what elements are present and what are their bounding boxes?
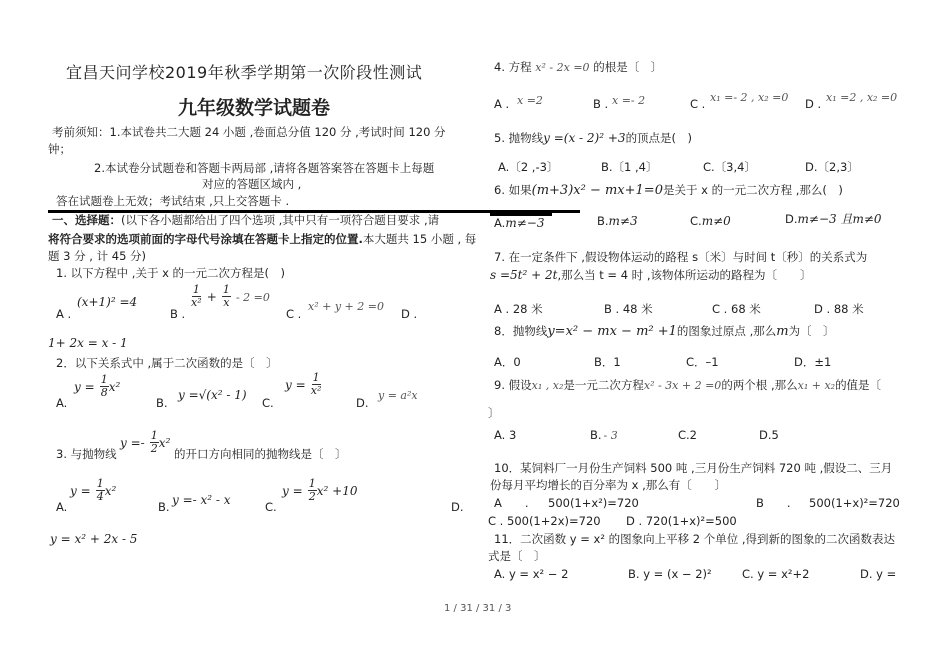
q10-line2: 份每月平均增长的百分率为 x ,那么有〔 〕 — [490, 478, 727, 492]
q3c-den: 2 — [308, 490, 316, 503]
q3-option-b: y =- x² - x — [172, 493, 231, 507]
q3-eq-tail: x² — [158, 436, 171, 450]
q3c-lhs: y = — [282, 484, 303, 498]
section1-text-c: 本大题共 15 小题 , 每 — [362, 232, 477, 246]
section1-text-b: 将符合要求的选项前面的字母代号涂填在答题卡上指定的位置. — [48, 232, 363, 246]
q9-option-b — [590, 428, 618, 443]
q1-option-a: (x+1)² =4 — [77, 295, 138, 309]
q3-eq-num: 1 — [150, 429, 158, 442]
notes-line1: 考前须知：1.本试卷共二大题 24 小题 ,卷面总分值 120 分 ,考试时间 120 分 — [52, 125, 446, 139]
q6-option-a — [494, 216, 544, 231]
school-title: 宜昌天问学校2019年秋季学期第一次阶段性测试 — [66, 63, 423, 82]
q5-option-a: A.〔2 ,-3〕 — [498, 160, 559, 174]
q6b-label: B. — [597, 214, 609, 228]
q10-option-a: 500(1+x²)=720 — [548, 496, 639, 510]
q1b-frac2-den: x — [223, 296, 230, 309]
q11-line2: 式是〔 〕 — [488, 549, 546, 563]
q6-pre: 6. 如果 — [494, 183, 532, 197]
q2-option-b-label: B. — [156, 396, 168, 410]
q11-option-a: A. y = x² − 2 — [494, 567, 569, 581]
q8-eq: y=x² − mx − m² +1 — [547, 324, 677, 339]
q9-mid2: 的两个根 ,那么 — [721, 378, 798, 392]
q1b-frac1-den: x² — [191, 296, 202, 309]
q6-stem — [494, 183, 843, 198]
q5-option-c: C.〔3,4〕 — [703, 160, 756, 174]
q4-option-c-label: C . — [690, 97, 706, 111]
q3c-num: 1 — [308, 477, 316, 490]
q8-option-a: A．0 — [494, 355, 521, 369]
q6-post: 是关于 x 的一元二次方程 ,那么( ) — [662, 183, 843, 197]
q2-option-d: y = a²x — [378, 389, 418, 402]
q3-option-c — [282, 478, 357, 503]
q1b-frac2-num: 1 — [222, 283, 230, 296]
q9-option-c: C.2 — [678, 428, 698, 442]
q6-option-b — [597, 214, 638, 229]
q2c-num: 1 — [312, 371, 320, 384]
q2-option-c-label: C. — [262, 396, 274, 410]
page-number: 1 / 31 / 31 / 3 — [444, 603, 512, 614]
q2a-num: 1 — [100, 373, 108, 386]
q8-pre: 8．抛物线 — [494, 324, 548, 338]
q4-option-a: x =2 — [517, 94, 543, 107]
q6a-label: A. — [494, 216, 506, 230]
section1-text-a: (以下各小题都给出了四个选项 ,其中只有一项符合题目要求 ,请 — [121, 213, 440, 227]
q3a-den: 4 — [96, 490, 104, 503]
q9-vars: x₁ , x₂ — [531, 379, 564, 392]
q3a-tail: x² — [104, 484, 117, 498]
q6d-val: m≠−3 且m≠0 — [797, 212, 882, 226]
q6d-label: D. — [785, 212, 798, 226]
q6-eq: (m+3)x² − mx+1=0 — [531, 183, 663, 198]
notes-line3: 答在试题卷上无效；考试结束 ,只上交答题卡 . — [56, 194, 290, 208]
q10-option-b-label: B . — [756, 496, 791, 510]
q2-stem: 2．以下关系式中 ,属于二次函数的是〔 〕 — [56, 356, 278, 370]
q3-stem-pre: 3. 与抛物线 — [56, 447, 117, 461]
q3-option-d: y = x² + 2x - 5 — [50, 532, 138, 546]
q6-option-d — [785, 212, 882, 227]
q9-post: 的值是〔 — [835, 378, 882, 392]
section1-text-d: 题 3 分 , 计 45 分) — [48, 249, 147, 263]
q7-option-a: A . 28 米 — [494, 302, 543, 316]
notes-line2b: 对应的答题区域内 , — [202, 177, 302, 191]
q7-option-d: D . 88 米 — [814, 302, 864, 316]
q2-option-a-label: A. — [56, 396, 68, 410]
q3-option-b-label: B. — [158, 500, 170, 514]
q7-option-b: B . 48 米 — [604, 302, 653, 316]
q1b-frac1-num: 1 — [192, 283, 200, 296]
q4-eq: x² - 2x =0 — [535, 61, 590, 74]
q1-option-b-label: B . — [170, 307, 186, 321]
q11-option-c: C. y = x²+2 — [742, 567, 810, 581]
q3a-lhs: y = — [70, 484, 91, 498]
q1-option-d-label: D . — [401, 307, 418, 321]
q4-post: 的根是〔 〕 — [593, 60, 663, 74]
q5-post: 的顶点是( ) — [625, 131, 693, 145]
q6-option-c — [690, 214, 731, 229]
q2-option-d-label: D. — [356, 396, 369, 410]
q8-m: m — [776, 324, 789, 339]
q4-option-b-label: B . — [593, 97, 609, 111]
q3-eq-lhs: y =- — [120, 436, 145, 450]
q1-option-c-label: C . — [286, 307, 302, 321]
q5-pre: 5. 抛物线 — [494, 131, 544, 145]
q8-option-c: C．–1 — [686, 355, 719, 369]
q10-option-b: 500(1+x)²=720 — [809, 496, 900, 510]
q4-option-d: x₁ =2 , x₂ =0 — [826, 91, 898, 104]
q9b-label: B. — [590, 428, 602, 442]
q10-option-c: C . 500(1+2x)=720 — [488, 514, 601, 528]
q6c-val: m≠0 — [701, 214, 731, 228]
notes-line2: 2.本试卷分试题卷和答题卡两局部 ,请将各题答案答在答题卡上每题 — [94, 161, 435, 175]
q9-eq: x² - 3x + 2 =0 — [643, 379, 722, 392]
q5-option-b: B.〔1 ,4〕 — [601, 160, 658, 174]
q11-line1: 11．二次函数 y = x² 的图象向上平移 2 个单位 ,得到新的图象的二次函数表达 — [494, 532, 896, 546]
q1-option-a-label: A . — [56, 307, 72, 321]
q7-option-c: C . 68 米 — [712, 302, 761, 316]
q2-option-b: y =√(x² - 1) — [178, 388, 247, 402]
q1-stem: 1. 以下方程中 ,关于 x 的一元二次方程是( ) — [56, 266, 286, 280]
q6a-val: m≠−3 — [505, 216, 545, 230]
q3-eq-den: 2 — [150, 442, 158, 455]
q8-post2: 为〔 〕 — [788, 324, 835, 338]
q7-post: ,那么当 t = 4 时 ,该物体所运动的路程为〔 〕 — [557, 268, 812, 282]
q3-option-a — [70, 478, 116, 503]
q8-option-b: B．1 — [594, 355, 621, 369]
notes-line1b: 钟； — [48, 142, 71, 156]
q2a-tail: x² — [108, 380, 121, 394]
q5-option-d: D.〔2,3〕 — [805, 160, 859, 174]
exam-title: 九年级数学试题卷 — [178, 97, 331, 119]
q2c-den: x² — [310, 384, 322, 397]
q3a-num: 1 — [96, 477, 104, 490]
q9b-val: - 3 — [603, 429, 618, 442]
q9-option-a: A. 3 — [494, 428, 517, 442]
q5-stem — [494, 131, 692, 146]
q1-option-c: x² + y + 2 =0 — [308, 300, 384, 313]
q2-option-c — [285, 372, 321, 397]
q4-option-b: x =- 2 — [612, 94, 646, 107]
q3-equation — [120, 430, 170, 455]
q4-pre: 4. 方程 — [494, 60, 532, 74]
q10-option-a-label: A . — [494, 496, 529, 510]
q4-option-c: x₁ =- 2 , x₂ =0 — [710, 91, 789, 104]
q9-stem — [494, 378, 881, 393]
q8-option-d: D．±1 — [794, 355, 832, 369]
q1-option-d: 1+ 2x = x - 1 — [48, 336, 128, 350]
q6b-val: m≠3 — [608, 214, 638, 228]
q7-eq: s =5t² + 2t — [490, 268, 558, 282]
q9-sum: x₁ + x₂ — [797, 379, 836, 392]
q3-option-d-label: D. — [451, 500, 464, 514]
q2a-den: 8 — [100, 386, 108, 399]
q4-option-d-label: D . — [805, 97, 822, 111]
q7-line2 — [490, 268, 812, 283]
q1b-tail: - 2 =0 — [235, 291, 270, 304]
q7-line1: 7. 在一定条件下 ,假设物体运动的路程 s〔米〕与时间 t〔秒〕的关系式为 — [494, 250, 868, 264]
q2-option-a — [74, 374, 120, 399]
q6c-label: C. — [690, 214, 702, 228]
q9-pre: 9. 假设 — [494, 378, 532, 392]
q8-stem — [494, 324, 835, 339]
q11-option-d: D. y = — [860, 567, 897, 581]
q3-stem-post: 的开口方向相同的抛物线是〔 〕 — [174, 447, 347, 461]
q8-post: 的图象过原点 ,那么 — [676, 324, 777, 338]
q4-option-a-label: A . — [494, 97, 510, 111]
q3-option-a-label: A. — [56, 500, 68, 514]
section1-heading: 一、选择题： — [52, 213, 121, 227]
q2c-lhs: y = — [285, 378, 306, 392]
q5-eq: y =(x - 2)² +3 — [543, 131, 626, 145]
q10-option-d: D . 720(1+x)²=500 — [626, 514, 737, 528]
q9-close: 〕 — [488, 406, 500, 420]
q11-option-b: B. y = (x − 2)² — [628, 567, 712, 581]
q3c-tail: x² +10 — [316, 484, 358, 498]
q9-mid: 是一元二次方程 — [563, 378, 644, 392]
q10-line1: 10．某饲料厂一月份生产饲料 500 吨 ,三月份生产饲料 720 吨 ,假设二、三月 — [494, 461, 893, 475]
q3-option-c-label: C. — [265, 500, 277, 514]
q1-option-b: $\frac{1}{\text{x²}}$ + $\frac{1}{x}$ - 2 =0 — [191, 283, 270, 309]
q4-stem — [494, 60, 662, 75]
q9-option-d: D.5 — [759, 428, 779, 442]
q2a-lhs: y = — [74, 380, 95, 394]
